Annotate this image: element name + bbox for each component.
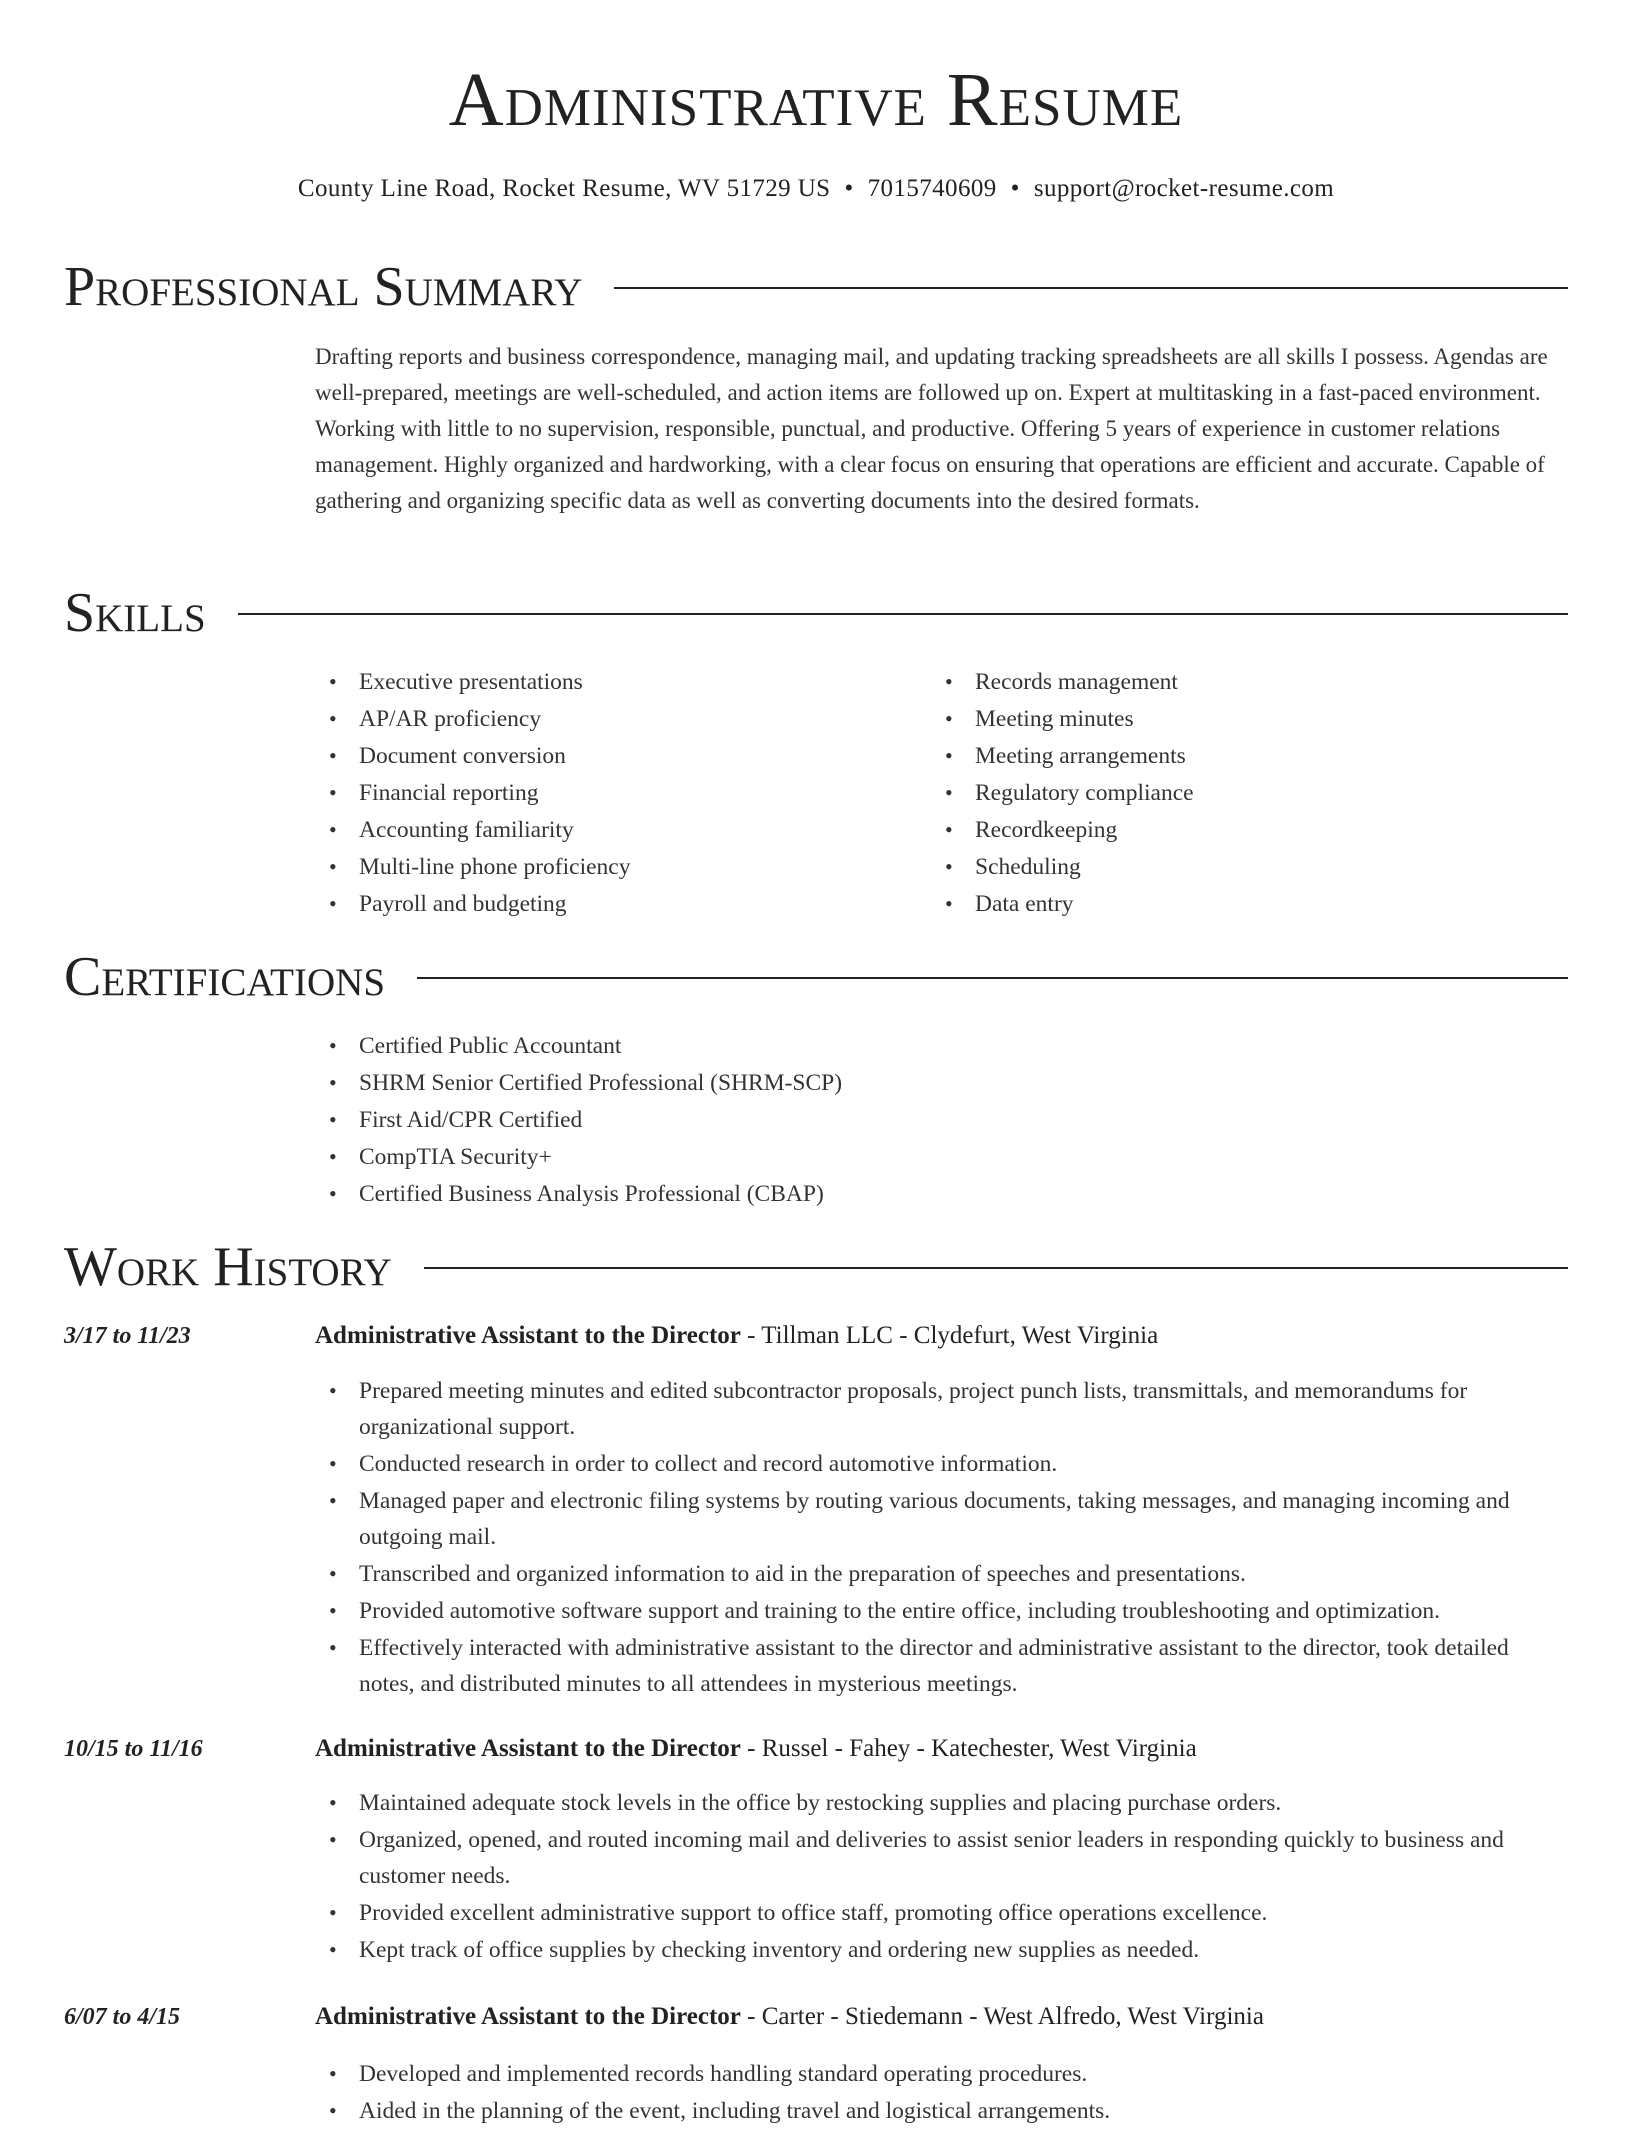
certification-item: • CompTIA Security+: [315, 1139, 1568, 1175]
contact-line: [0, 175, 1632, 203]
skill-item: • Financial reporting: [315, 775, 915, 811]
job-heading: [315, 1322, 1568, 1350]
skills-heading: Skills: [64, 582, 206, 644]
skills-list-left: [315, 664, 915, 923]
job-bullet-item: • Developed and implemented records handling standard operating procedures.: [315, 2056, 1568, 2092]
job-employer: - Tillman LLC - Clydefurt, West Virginia: [740, 1322, 1159, 1349]
certification-item: • Certified Public Accountant: [315, 1028, 1568, 1064]
job-bullet-item: • Managed paper and electronic filing systems by routing various documents, taking messages, and managing incoming and outgoing mail.: [315, 1483, 1568, 1555]
skill-item: • Data entry: [931, 886, 1531, 922]
job-role: Administrative Assistant to the Director: [315, 1322, 741, 1349]
certification-item: • First Aid/CPR Certified: [315, 1102, 1568, 1138]
summary-section-header: [64, 252, 1568, 322]
job-heading: [315, 1735, 1568, 1763]
job-bullet-item: • Kept track of office supplies by checking inventory and ordering new supplies as needed.: [315, 1932, 1568, 1968]
certifications-list: [315, 1028, 1568, 1213]
job-bullets: [315, 2056, 1568, 2130]
job-employer: - Russel - Fahey - Katechester, West Virginia: [740, 1735, 1197, 1762]
job-dates: 3/17 to 11/23: [64, 1323, 191, 1349]
skill-item: • Meeting minutes: [931, 701, 1531, 737]
job-bullet-item: • Provided excellent administrative support to office staff, promoting office operations excellence.: [315, 1895, 1568, 1931]
skill-item: • Meeting arrangements: [931, 738, 1531, 774]
contact-email: support@rocket-resume.com: [1033, 175, 1335, 202]
job-dates: 10/15 to 11/16: [64, 1736, 203, 1762]
job-bullets: [315, 1785, 1568, 1969]
contact-address: County Line Road, Rocket Resume, WV 51729 US: [297, 175, 831, 202]
work-heading: Work History: [64, 1236, 392, 1298]
skill-item: • Regulatory compliance: [931, 775, 1531, 811]
job-bullet-item: • Transcribed and organized information to aid in the preparation of speeches and presentations.: [315, 1556, 1568, 1592]
certification-item: • Certified Business Analysis Professional (CBAP): [315, 1176, 1568, 1212]
job-employer: - Carter - Stiedemann - West Alfredo, West Virginia: [740, 2003, 1264, 2030]
section-divider: [424, 1267, 1568, 1269]
skill-item: • Scheduling: [931, 849, 1531, 885]
job-role: Administrative Assistant to the Director: [315, 1735, 741, 1762]
job-bullet-item: • Maintained adequate stock levels in the office by restocking supplies and placing purchase orders.: [315, 1785, 1568, 1821]
section-divider: [238, 613, 1568, 615]
summary-text: Drafting reports and business correspondence, managing mail, and updating tracking spreadsheets are all skills I possess. Agendas are well-prepared, meetings are well-scheduled, and action items are followed up on. Expert at multitasking in a fast-paced environment. Working with little to no supervision, responsible, punctual, and productive. Offering 5 years of experience in customer relations management. Highly organized and hardworking, with a clear focus on ensuring that operations are efficient and accurate. Capable of gathering and organizing specific data as well as converting documents into the desired formats.: [315, 344, 1548, 513]
section-divider: [417, 977, 1568, 979]
skill-item: • Accounting familiarity: [315, 812, 915, 848]
summary-heading: Professional Summary: [64, 256, 583, 318]
job-role: Administrative Assistant to the Director: [315, 2003, 741, 2030]
certification-item: • SHRM Senior Certified Professional (SHRM-SCP): [315, 1065, 1568, 1101]
job-bullet-item: • Provided automotive software support and training to the entire office, including troubleshooting and optimization.: [315, 1593, 1568, 1629]
contact-separator: •: [1010, 175, 1020, 202]
job-bullet-item: • Effectively interacted with administrative assistant to the director and administrative assistant to the director, took detailed notes, and distributed minutes to all attendees in mysterious meetings.: [315, 1630, 1568, 1702]
skills-list-right: [931, 664, 1531, 923]
work-section-header: [64, 1232, 1568, 1302]
contact-separator: •: [844, 175, 854, 202]
skill-item: • Document conversion: [315, 738, 915, 774]
certifications-heading: Certifications: [64, 946, 386, 1008]
skill-item: • Multi-line phone proficiency: [315, 849, 915, 885]
skill-item: • Recordkeeping: [931, 812, 1531, 848]
section-divider: [614, 287, 1568, 289]
job-bullet-item: • Prepared meeting minutes and edited subcontractor proposals, project punch lists, transmittals, and memorandums for organizational support.: [315, 1373, 1568, 1445]
job-bullet-item: • Aided in the planning of the event, including travel and logistical arrangements.: [315, 2093, 1568, 2129]
skills-section-header: [64, 578, 1568, 648]
job-heading: [315, 2003, 1568, 2031]
job-bullet-item: • Organized, opened, and routed incoming mail and deliveries to assist senior leaders in responding quickly to business and customer needs.: [315, 1822, 1568, 1894]
contact-phone: 7015740609: [867, 175, 997, 202]
resume-title: Administrative Resume: [448, 58, 1184, 142]
skill-item: • Executive presentations: [315, 664, 915, 700]
job-bullets: [315, 1373, 1568, 1703]
job-dates: 6/07 to 4/15: [64, 2004, 181, 2030]
skill-item: • Records management: [931, 664, 1531, 700]
skill-item: • AP/AR proficiency: [315, 701, 915, 737]
certifications-section-header: [64, 942, 1568, 1012]
job-bullet-item: • Conducted research in order to collect and record automotive information.: [315, 1446, 1568, 1482]
skill-item: • Payroll and budgeting: [315, 886, 915, 922]
